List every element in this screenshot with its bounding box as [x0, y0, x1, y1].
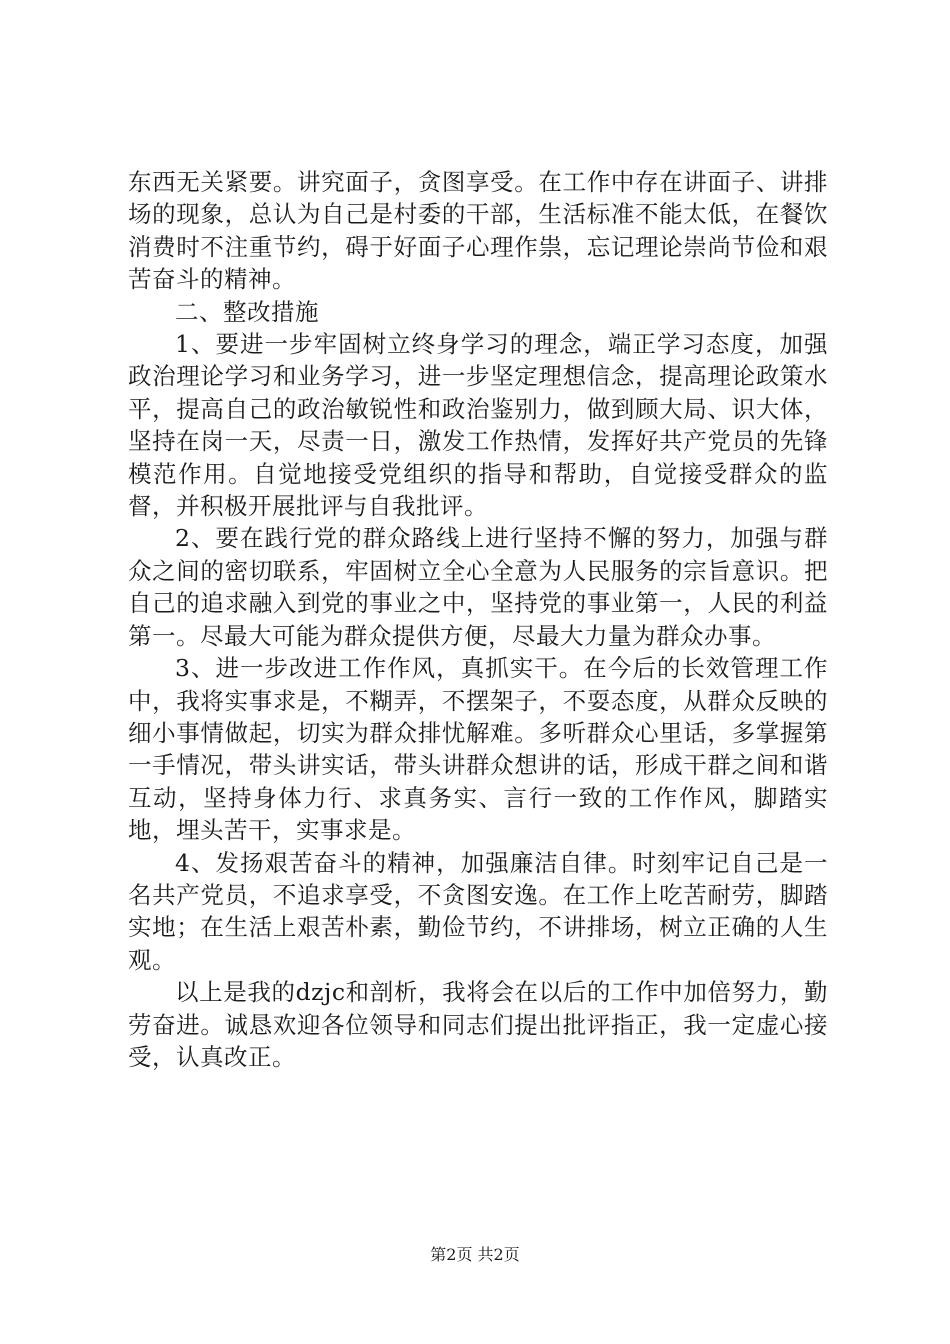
paragraph-measure-4: 4、发扬艰苦奋斗的精神，加强廉洁自律。时刻牢记自己是一名共产党员，不追求享受，不贪图安逸。在工作上吃苦耐劳，脚踏实地；在生活上艰苦朴素，勤俭节约，不讲排场，树立正确的人生观。	[128, 848, 828, 974]
paragraph-continuation: 东西无关紧要。讲究面子，贪图享受。在工作中存在讲面子、讲排场的现象，总认为自己是村委的干部，生活标准不能太低，在餐饮消费时不注重节约，碍于好面子心理作祟，忘记理论崇尚节俭和艰苦奋斗的精神。	[128, 168, 828, 294]
page-number-footer: 第2页 共2页	[430, 1245, 520, 1264]
document-body	[128, 166, 828, 1073]
paragraph-measure-3: 3、进一步改进工作作风，真抓实干。在今后的长效管理工作中，我将实事求是，不糊弄，不摆架子，不耍态度，从群众反映的细小事情做起，切实为群众排忧解难。多听群众心里话，多掌握第一手情况，带头讲实话，带头讲群众想讲的话，形成干群之间和谐互动，坚持身体力行、求真务实、言行一致的工作作风，脚踏实地，埋头苦干，实事求是。	[128, 654, 828, 845]
paragraph-conclusion: 以上是我的dzjc和剖析，我将会在以后的工作中加倍努力，勤劳奋进。诚恳欢迎各位领导和同志们提出批评指正，我一定虚心接受，认真改正。	[128, 978, 828, 1071]
paragraph-measure-1: 1、要进一步牢固树立终身学习的理念，端正学习态度，加强政治理论学习和业务学习，进一步坚定理想信念，提高理论政策水平，提高自己的政治敏锐性和政治鉴别力，做到顾大局、识大体，坚持在岗一天，尽责一日，激发工作热情，发挥好共产党员的先锋模范作用。自觉地接受党组织的指导和帮助，自觉接受群众的监督，并积极开展批评与自我批评。	[128, 330, 828, 521]
paragraph-measure-2: 2、要在践行党的群众路线上进行坚持不懈的努力，加强与群众之间的密切联系，牢固树立全心全意为人民服务的宗旨意识。把自己的追求融入到党的事业之中，坚持党的事业第一，人民的利益第一。尽最大可能为群众提供方便，尽最大力量为群众办事。	[128, 524, 828, 650]
section-heading-rectification: 二、整改措施	[175, 297, 319, 326]
